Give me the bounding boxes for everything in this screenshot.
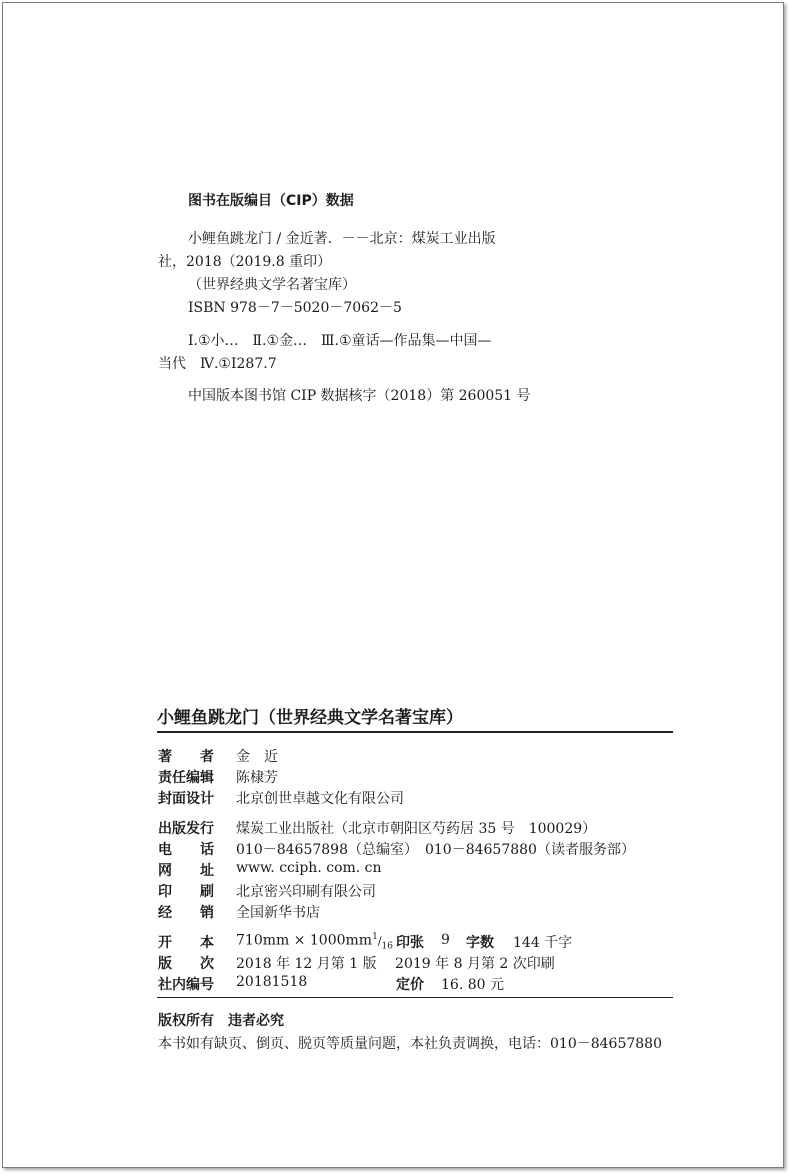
cip-line-3: （世界经典文学名著宝库） <box>188 277 356 293</box>
cip-line-5: Ⅰ.①小… Ⅱ.①金… Ⅲ.①童话—作品集—中国— <box>188 333 492 349</box>
sheets-label: 印张 <box>396 935 424 951</box>
bottom-rule <box>157 997 673 998</box>
distributor-label: 经 销 <box>158 905 214 921</box>
cip-line-6: 当代 Ⅳ.①I287.7 <box>158 356 277 372</box>
title-rule <box>157 731 673 733</box>
format-label: 开 本 <box>158 935 214 951</box>
web-value: www. cciph. com. cn <box>236 860 382 876</box>
publisher-label: 出版发行 <box>158 821 214 837</box>
printer-label: 印 刷 <box>158 884 214 900</box>
publisher-value: 煤炭工业出版社（北京市朝阳区芍药居 35 号 100029） <box>236 821 597 837</box>
rights-notice: 本书如有缺页、倒页、脱页等质量问题，本社负责调换，电话：010－84657880 <box>158 1036 662 1052</box>
printer-value: 北京密兴印刷有限公司 <box>236 884 376 900</box>
editor-value: 陈棣芳 <box>236 770 278 786</box>
price-label: 定价 <box>396 977 424 993</box>
cip-heading: 图书在版编目（CIP）数据 <box>188 193 354 209</box>
book-title: 小鲤鱼跳龙门（世界经典文学名著宝库） <box>157 708 463 728</box>
page-border <box>2 2 784 1168</box>
words-value: 144 千字 <box>513 935 573 951</box>
cover-value: 北京创世卓越文化有限公司 <box>236 791 404 807</box>
format-sup: 1 <box>372 932 378 942</box>
author-label: 著 者 <box>158 749 214 765</box>
cover-label: 封面设计 <box>158 791 214 807</box>
author-value: 金 近 <box>236 749 278 765</box>
cip-line-7: 中国版本图书馆 CIP 数据核字（2018）第 260051 号 <box>188 388 531 404</box>
price-value: 16. 80 元 <box>441 977 504 993</box>
edition-label: 版 次 <box>158 956 214 972</box>
distributor-value: 全国新华书店 <box>236 905 320 921</box>
format-value: $710mm \times 1000mm^1/_{16}$ <box>236 932 393 952</box>
cip-line-1: 小鲤鱼跳龙门 / 金近著．－－北京：煤炭工业出版 <box>188 231 496 247</box>
code-label: 社内编号 <box>158 977 214 993</box>
words-label: 字数 <box>466 935 494 951</box>
phone-label: 电 话 <box>158 842 214 858</box>
editor-label: 责任编辑 <box>158 770 214 786</box>
format-size: 710mm × 1000mm <box>236 932 373 949</box>
code-value: 20181518 <box>236 974 308 990</box>
cip-line-2: 社，2018（2019.8 重印） <box>158 254 332 270</box>
edition-value: 2018 年 12 月第 1 版 2019 年 8 月第 2 次印刷 <box>236 956 555 972</box>
rights-label: 版权所有 违者必究 <box>158 1013 284 1029</box>
format-sub: 16 <box>381 941 393 952</box>
cip-line-4: ISBN 978－7－5020－7062－5 <box>188 300 402 316</box>
web-label: 网 址 <box>158 863 214 879</box>
phone-value: 010－84657898（总编室） 010－84657880（读者服务部） <box>236 842 635 858</box>
sheets-value: 9 <box>441 932 450 948</box>
